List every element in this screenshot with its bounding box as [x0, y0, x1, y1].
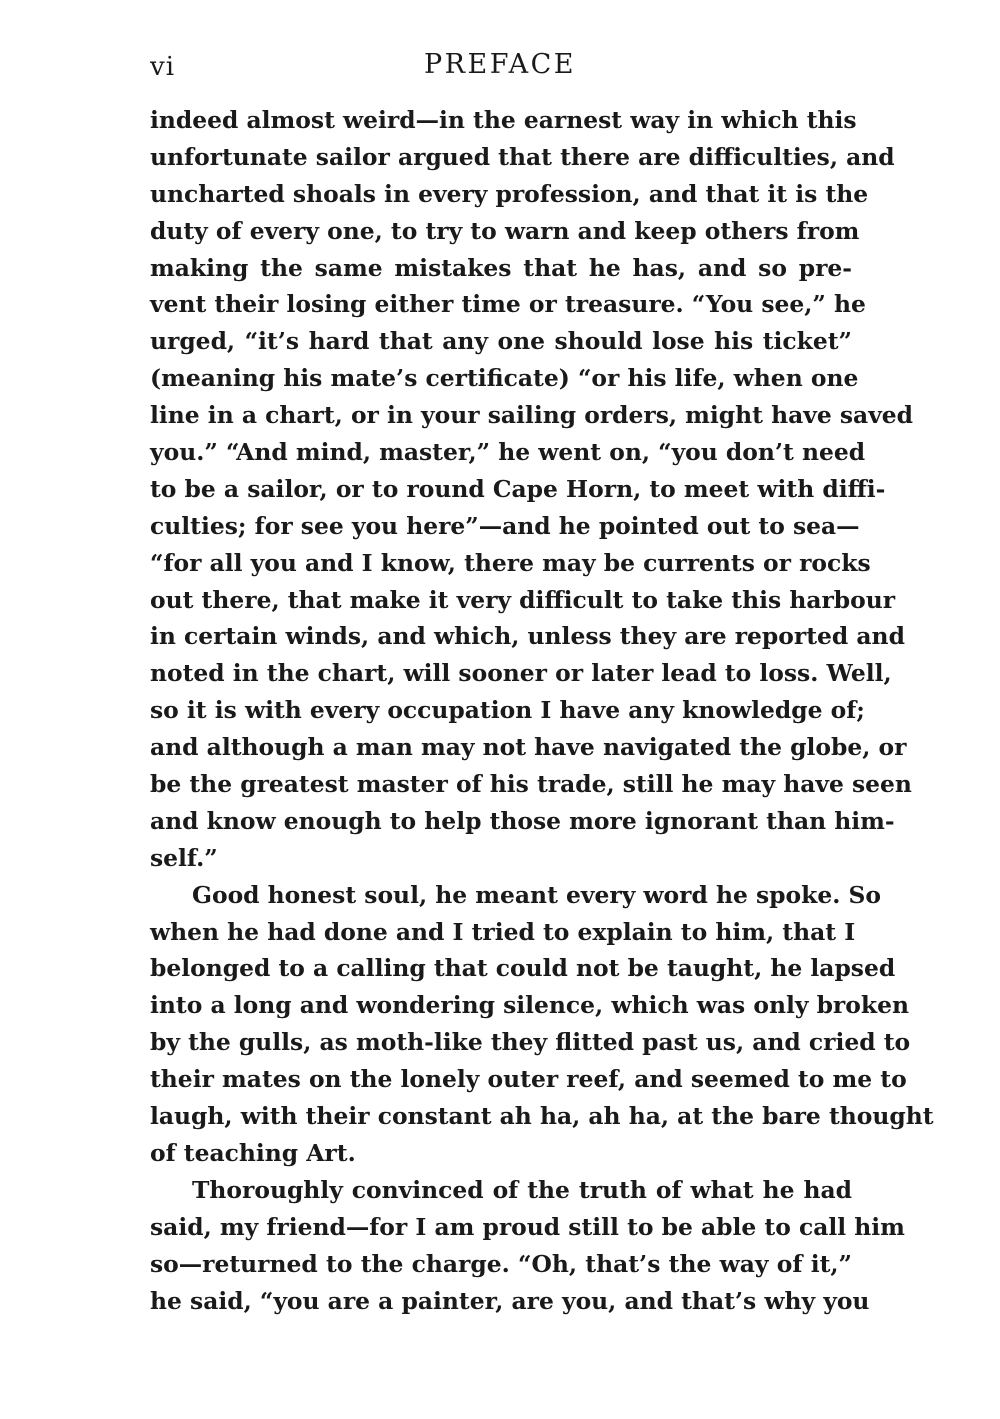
- text-line: said, my friend—for I am proud still to be able to call him: [150, 1212, 905, 1241]
- text-line: in certain winds, and which, unless they are reported and: [150, 622, 905, 651]
- text-line: belonged to a calling that could not be taught, he lapsed: [150, 954, 896, 983]
- text-line: noted in the chart, will sooner or later lead to loss. Well,: [150, 659, 892, 688]
- text-line: Thoroughly convinced of the truth of what he had: [192, 1175, 852, 1204]
- text-line: so—returned to the charge. “Oh, that’s the way of it,”: [150, 1249, 852, 1278]
- text-line: unfortunate sailor argued that there are difficulties, and: [150, 142, 895, 171]
- text-line: and although a man may not have navigated the globe, or: [150, 733, 907, 762]
- text-line: by the gulls, as moth-like they flitted past us, and cried to: [150, 1028, 911, 1057]
- text-line: of teaching Art.: [150, 1138, 356, 1167]
- text-line: their mates on the lonely outer reef, and seemed to me to: [150, 1065, 907, 1094]
- text-line: laugh, with their constant ah ha, ah ha, at the bare thought: [150, 1102, 934, 1131]
- text-line: making the same mistakes that he has, and so pre-: [150, 253, 852, 282]
- text-line: self.”: [150, 843, 218, 872]
- text-line: “for all you and I know, there may be currents or rocks: [150, 548, 871, 577]
- text-line: to be a sailor, or to round Cape Horn, to meet with diffi-: [150, 474, 886, 503]
- text-line: line in a chart, or in your sailing orders, might have saved: [150, 401, 914, 430]
- text-line: indeed almost weird—in the earnest way in which this: [150, 106, 857, 134]
- text-line: be the greatest master of his trade, still he may have seen: [150, 770, 912, 799]
- body-text: [150, 102, 934, 1319]
- text-line: out there, that make it very difficult to take this harbour: [150, 585, 896, 614]
- text-line: uncharted shoals in every profession, and that it is the: [150, 179, 869, 208]
- text-line: (meaning his mate’s certificate) “or his life, when one: [150, 364, 859, 393]
- page-number: vi: [150, 52, 176, 82]
- text-line: culties; for see you here”—and he pointed out to sea—: [150, 511, 860, 540]
- text-line: Good honest soul, he meant every word he spoke. So: [192, 880, 882, 909]
- text-line: vent their losing either time or treasure. “You see,” he: [150, 290, 866, 319]
- text-line: he said, “you are a painter, are you, and that’s why you: [150, 1286, 870, 1315]
- text-line: into a long and wondering silence, which was only broken: [150, 991, 909, 1020]
- text-line: so it is with every occupation I have any knowledge of;: [150, 696, 865, 725]
- running-head: PREFACE: [424, 49, 576, 80]
- text-line: when he had done and I tried to explain to him, that I: [150, 917, 856, 946]
- text-line: and know enough to help those more ignorant than him-: [150, 806, 895, 835]
- text-line: urged, “it’s hard that any one should lose his ticket”: [150, 327, 852, 356]
- text-line: duty of every one, to try to warn and keep others from: [150, 216, 860, 245]
- text-line: you.” “And mind, master,” he went on, “you don’t need: [150, 438, 866, 467]
